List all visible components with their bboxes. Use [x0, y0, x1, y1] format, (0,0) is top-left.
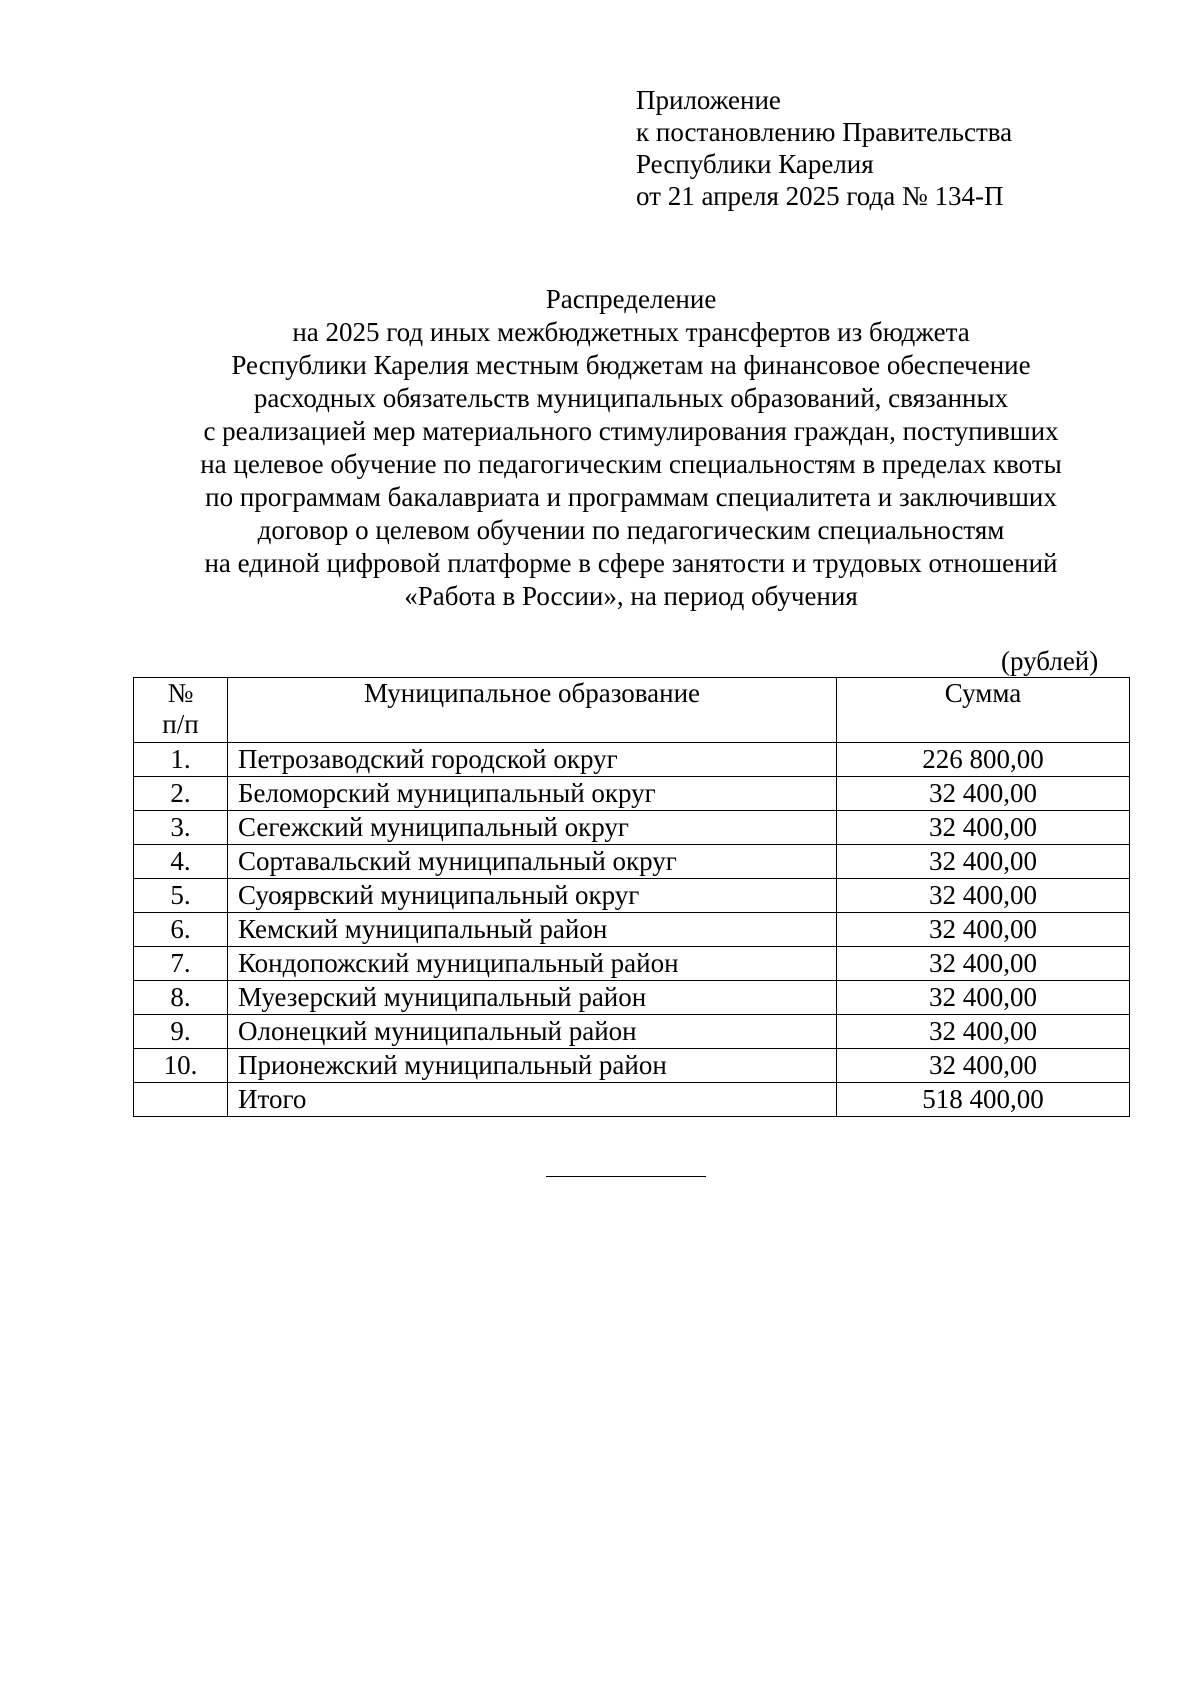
annex-reference [636, 84, 1012, 212]
table-row [134, 1049, 1130, 1083]
title-line: на целевое обучение по педагогическим специальностям в пределах квоты [200, 449, 1062, 479]
row-municipality: Олонецкий муниципальный район [228, 1015, 837, 1049]
row-sum: 32 400,00 [837, 811, 1130, 845]
annex-line: к постановлению Правительства [636, 117, 1013, 147]
table-row [134, 811, 1130, 845]
row-number: 3. [134, 811, 228, 845]
title-line: на единой цифровой платформе в сфере занятости и трудовых отношений [204, 548, 1058, 578]
row-sum: 32 400,00 [837, 1015, 1130, 1049]
row-municipality: Сегежский муниципальный округ [228, 811, 837, 845]
row-sum: 32 400,00 [837, 879, 1130, 913]
row-municipality: Петрозаводский городской округ [228, 743, 837, 777]
table-row [134, 743, 1130, 777]
row-sum: 32 400,00 [837, 981, 1130, 1015]
row-number: 6. [134, 913, 228, 947]
document-title [0, 283, 1200, 613]
units-label: (рублей) [1001, 646, 1099, 676]
row-municipality: Прионежский муниципальный район [228, 1049, 837, 1083]
table-header-row [134, 678, 1130, 743]
annex-line: от 21 апреля 2025 года № 134-П [636, 181, 1004, 211]
row-sum: 32 400,00 [837, 947, 1130, 981]
total-number [134, 1083, 228, 1117]
table-row [134, 879, 1130, 913]
title-line: по программам бакалавриата и программам специалитета и заключивших [205, 482, 1057, 512]
row-sum: 32 400,00 [837, 1049, 1130, 1083]
table-row [134, 1015, 1130, 1049]
annex-line: Республики Карелия [636, 149, 874, 179]
header-municipality: Муниципальное образование [228, 678, 837, 743]
title-line: договор о целевом обучении по педагогическим специальностям [257, 515, 1005, 545]
title-line: Республики Карелия местным бюджетам на финансовое обеспечение [231, 350, 1031, 380]
row-municipality: Муезерский муниципальный район [228, 981, 837, 1015]
header-number [134, 678, 228, 743]
title-line: расходных обязательств муниципальных образований, связанных [253, 383, 1009, 413]
row-municipality: Суоярвский муниципальный округ [228, 879, 837, 913]
row-sum: 32 400,00 [837, 777, 1130, 811]
table-row [134, 913, 1130, 947]
row-municipality: Кондопожский муниципальный район [228, 947, 837, 981]
annex-line: Приложение [636, 85, 781, 115]
row-sum: 32 400,00 [837, 913, 1130, 947]
title-line: с реализацией мер материального стимулирования граждан, поступивших [203, 416, 1059, 446]
table-row [134, 777, 1130, 811]
row-number: 10. [134, 1049, 228, 1083]
row-number: 5. [134, 879, 228, 913]
row-number: 1. [134, 743, 228, 777]
row-municipality: Сортавальский муниципальный округ [228, 845, 837, 879]
total-row [134, 1083, 1130, 1117]
row-number: 2. [134, 777, 228, 811]
table-row [134, 981, 1130, 1015]
row-number: 8. [134, 981, 228, 1015]
title-line: Распределение [545, 284, 717, 314]
table-row [134, 845, 1130, 879]
header-number-symbol: № [167, 678, 194, 708]
row-number: 9. [134, 1015, 228, 1049]
table-row [134, 947, 1130, 981]
allocation-table [133, 677, 1130, 1117]
row-number: 7. [134, 947, 228, 981]
row-number: 4. [134, 845, 228, 879]
title-line: на 2025 год иных межбюджетных трансфертов из бюджета [292, 317, 970, 347]
title-line: «Работа в России», на период обучения [404, 581, 858, 611]
row-sum: 32 400,00 [837, 845, 1130, 879]
row-municipality: Беломорский муниципальный округ [228, 777, 837, 811]
total-label: Итого [228, 1083, 837, 1117]
end-divider [546, 1176, 706, 1177]
total-sum: 518 400,00 [837, 1083, 1130, 1117]
row-municipality: Кемский муниципальный район [228, 913, 837, 947]
header-number-abbr: п/п [162, 709, 199, 739]
row-sum: 226 800,00 [837, 743, 1130, 777]
header-sum: Сумма [837, 678, 1130, 743]
